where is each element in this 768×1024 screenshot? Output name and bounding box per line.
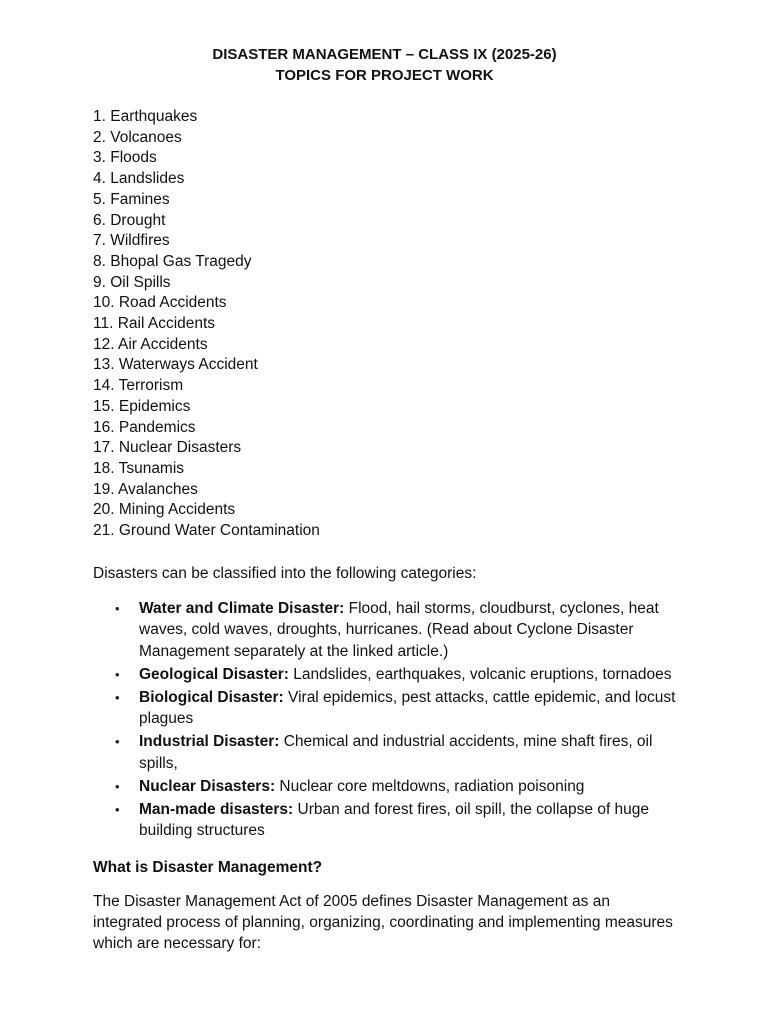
category-item <box>93 731 676 774</box>
topic-item: 9. Oil Spills <box>93 273 171 291</box>
category-term: Biological Disaster: <box>139 688 284 706</box>
topic-item: 6. Drought <box>93 211 166 229</box>
category-description: Viral epidemics, pest attacks, cattle epidemic, and locust plagues <box>139 688 676 728</box>
category-term: Man-made disasters: <box>139 800 294 818</box>
topic-item: 14. Terrorism <box>93 377 184 395</box>
category-description: Flood, hail storms, cloudburst, cyclones, heat waves, cold waves, droughts, hurricanes. (Read about Cyclone Disaster Management separately at the linked article.) <box>139 599 659 660</box>
topic-item: 7. Wildfires <box>93 232 170 250</box>
categories-intro: Disasters can be classified into the following categories: <box>93 564 477 582</box>
bullet-icon: • <box>115 734 120 750</box>
topic-item: 19. Avalanches <box>93 480 198 498</box>
category-item <box>93 687 676 730</box>
topic-item: 5. Famines <box>93 190 170 208</box>
bullet-icon: • <box>115 600 120 616</box>
category-term: Nuclear Disasters: <box>139 777 276 795</box>
category-description: Landslides, earthquakes, volcanic eruptions, tornadoes <box>288 665 672 683</box>
topic-item: 10. Road Accidents <box>93 294 227 312</box>
bullet-icon: • <box>115 801 120 817</box>
topic-item: 2. Volcanoes <box>93 128 182 146</box>
category-term: Water and Climate Disaster: <box>139 599 345 617</box>
topic-item: 21. Ground Water Contamination <box>93 522 320 540</box>
title-line-1: DISASTER MANAGEMENT – CLASS IX (2025-26) <box>212 46 557 63</box>
section-paragraph: The Disaster Management Act of 2005 defines Disaster Management as an integrated process of planning, organizing, coordinating and implementing measures which are necessary for: <box>93 892 673 953</box>
category-item <box>93 598 676 663</box>
topic-item: 20. Mining Accidents <box>93 501 236 519</box>
document-title <box>93 44 676 86</box>
topic-item: 1. Earthquakes <box>93 108 198 125</box>
topic-item: 11. Rail Accidents <box>93 315 216 333</box>
category-item <box>93 664 676 686</box>
topic-item: 15. Epidemics <box>93 397 191 415</box>
topic-item: 8. Bhopal Gas Tragedy <box>93 252 252 270</box>
category-item <box>93 776 676 798</box>
title-line-2: TOPICS FOR PROJECT WORK <box>275 67 494 84</box>
topic-item: 4. Landslides <box>93 170 185 188</box>
bullet-icon: • <box>115 778 120 794</box>
topics-list <box>93 107 676 542</box>
topic-item: 17. Nuclear Disasters <box>93 439 242 457</box>
bullet-icon: • <box>115 666 120 682</box>
topic-item: 13. Waterways Accident <box>93 356 258 374</box>
topic-item: 3. Floods <box>93 149 157 167</box>
category-description: Nuclear core meltdowns, radiation poisoning <box>275 777 585 795</box>
category-description: Urban and forest fires, oil spill, the collapse of huge building structures <box>139 800 650 840</box>
section-heading: What is Disaster Management? <box>93 858 323 876</box>
category-term: Industrial Disaster: <box>139 733 280 751</box>
category-term: Geological Disaster: <box>139 665 289 683</box>
bullet-icon: • <box>115 689 120 705</box>
topic-item: 12. Air Accidents <box>93 335 208 353</box>
categories-list <box>93 598 676 842</box>
topic-item: 18. Tsunamis <box>93 459 185 477</box>
category-item <box>93 799 676 842</box>
topic-item: 16. Pandemics <box>93 418 196 436</box>
category-description: Chemical and industrial accidents, mine shaft fires, oil spills, <box>139 733 653 772</box>
